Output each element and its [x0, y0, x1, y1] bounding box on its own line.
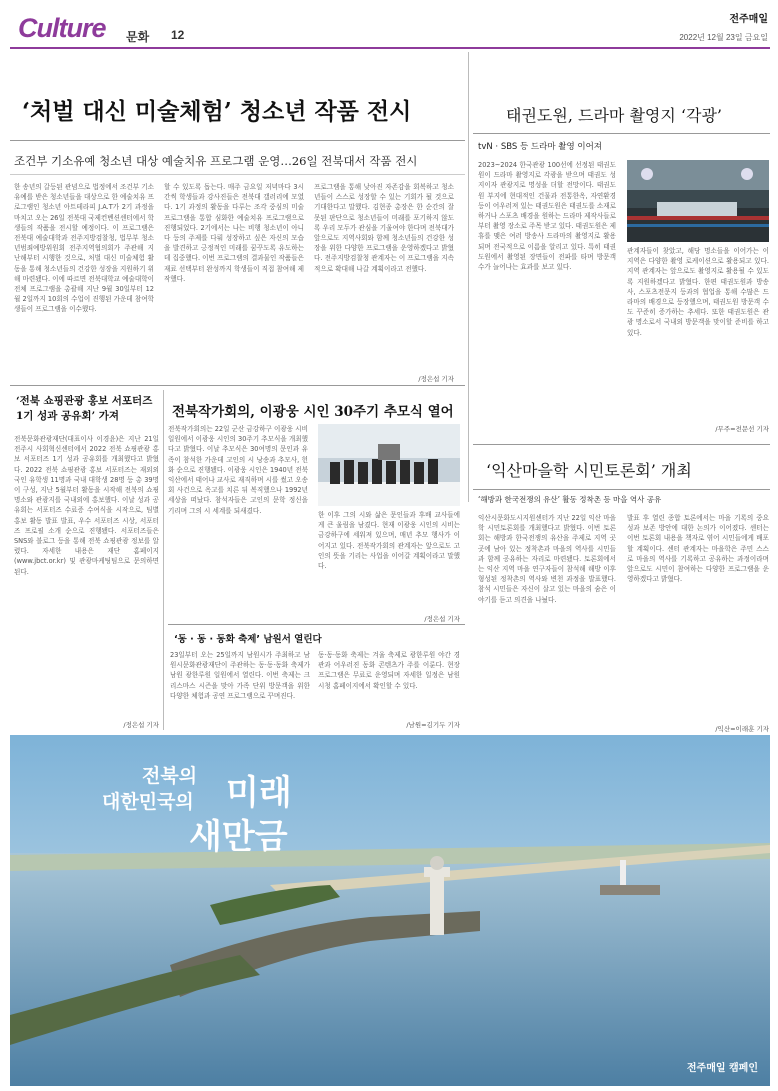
art1-body-col2: 할 수 있도록 돕는다. 매주 금요일 저녁마다 3시간씩 학생들과 강사진들은 전북대 갤러리에 모였다. 1기 과정의 활동을 다루는 조각 중심의 미술 프로그램을 통합 심화한 예술치유 프로그램으로 진행되었다. 2기에서는 나는 비행 청소년이 아니다 등의 주제를 다뤄 성장하고 싶은 자신의 모습을 발견하고 긍정적인 미래를 꿈꾸도록 유도하는 데 집중했다. 이번 프로그램의 결과물인 작품들은 재료 선택부터 완성까지 학생들이 직접 참여해 제작했다.: [164, 183, 304, 283]
art2-rule: [473, 133, 770, 134]
art1-headline: ‘처벌 대신 미술체험’ 청소년 작품 전시: [22, 98, 412, 125]
art3-headline-line2: 1기 성과 공유회’ 가져: [16, 410, 120, 422]
art5-body-col1: 23일부터 오는 25일까지 남원시가 주최하고 남원시문화관광재단이 주관하는 동·동·동화 축제가 남원 광한루원 일원에서 열린다. 이번 축제는 크리스마스 시즌을 맞아 가족 단위 방문객을 위한 다양한 체험과 공연 프로그램으로 꾸며진다.: [170, 651, 310, 700]
issue-date: 2022년 12월 23일 금요일: [679, 33, 768, 42]
memorial-group-photo: [318, 424, 460, 506]
art3-divider: [163, 390, 164, 730]
art6-headline: ‘익산마을학 시민토론회’ 개최: [486, 461, 692, 480]
art1-deck-rule: [10, 174, 465, 175]
section-name: 문화: [126, 30, 150, 44]
page-number: 12: [171, 28, 185, 42]
art6-deck: ‘해방과 한국전쟁의 유산’ 활동 정착촌 등 마을 역사 공유: [478, 495, 662, 504]
saemangeum-ad: [10, 735, 770, 1086]
section-logo: Culture: [18, 13, 106, 43]
art1-body-col3: 프로그램을 통해 낮아진 자존감을 회복하고 청소년들이 스스로 성장할 수 있는 기회가 될 것으로 기대한다고 말했다. 김현종 총장은 한 순간의 잘못된 판단으로 청소년들이 미래를 포기하지 않도록 우리 모두가 관심을 기울여야 한다며 전북대가 앞으로도 지역사회와 함께 청소년들의 건강한 성장을 위한 다양한 프로그램을 운영하겠다고 밝혔다. 전주지방검찰청 관계자는 이 프로그램을 지속적으로 확대해 나갈 계획이라고 전했다.: [314, 183, 454, 273]
art6-body-col1: 익산시문화도시지원센터가 지난 22일 익산 마을학 시민토론회를 개최했다고 밝혔다. 이번 토론회는 해방과 한국전쟁의 유산을 주제로 지역 곳곳에 남아 있는 정착촌과 마을의 역사를 시민들과 함께 공유하는 자리로 마련됐다. 토론회에서는 익산 지역 마을 연구자들이 참석해 해방 이후 형성된 정착촌의 역사와 변천 과정을 발표했다. 참석 시민들은 자신이 살고 있는 마을의 숨은 이야기를 듣고 의견을 나눴다.: [478, 514, 616, 604]
art1-byline: /정은섭 기자: [418, 375, 454, 383]
art4-headline: 전북작가회의, 이광웅 시인 30주기 추모식 열어: [172, 404, 454, 420]
art6-byline: /익산=이래훈 기자: [715, 725, 769, 733]
ad-big2: 새만금: [189, 817, 288, 857]
art1-rule: [10, 140, 465, 141]
art5-byline: /남원=김기두 기자: [406, 721, 460, 729]
art3-headline: [16, 394, 152, 424]
ad-big1: 미래: [226, 773, 292, 813]
ad-line2: 대한민국의: [102, 791, 194, 813]
art6-top-rule: [473, 444, 770, 445]
art3-headline-line1: ‘전북 쇼핑관광 홍보 서포터즈: [16, 395, 153, 407]
art3-byline: /정은섭 기자: [123, 721, 159, 729]
art2-headline: 태권도원, 드라마 촬영지 ‘각광’: [506, 106, 722, 125]
column-divider: [468, 52, 469, 502]
art2-deck: tvN · SBS 등 드라마 촬영 이어져: [478, 142, 603, 152]
art1-body-col1: 한 송년의 갈등된 관념으로 법정에서 조건부 기소유예를 받은 청소년들을 대상으로 한 예술치유 프로그램인 청소년 아트테라피 J.A.T가 2기 과정을 마치고 오는 26일 전북대 국제컨벤션센터에서 학생들의 작품을 전시할 예정이다. 이 프로그램은 전북대 예술대학과 전주지방검찰청, 법무부 청소년범죄예방위원회 전주지역협의회가 주관해 지난해부터 시행한 것으로, 처벌 대신 미술체험 활동을 통해 청소년들의 건강한 성장을 지원하기 위해 마련됐다. 이에 따르면 전북대학교 예술대학이 전체 프로그램을 총괄해 지난 9월 30일부터 12월 2일까지 10회의 수업이 진행된 가운데 참여학생들이 프로그램을 이수했다.: [14, 183, 154, 314]
art4-body-col2: 한 이후 그의 시와 삶은 문인들과 후배 교사들에게 큰 울림을 남겼다. 현재 이광웅 시인의 시비는 금강하구에 세워져 있으며, 매년 추모 행사가 이어지고 있다. 전북작가회의 관계자는 앞으로도 고인의 뜻을 기리는 사업을 이어갈 계획이라고 말했다.: [318, 511, 460, 571]
art2-body-col2: 관계자들이 찾았고, 해당 명소들을 이어가는 이 지역은 다양한 촬영 로케이션으로 활용되고 있다. 지역 관계자는 앞으로도 촬영지로 활용될 수 있도록 지원하겠다고 밝혔다. 한편 태권도원과 방송사, 스포츠전문지 등과의 협업을 통해 수많은 드라마의 배경으로 등장했으며, 태권도원 방문객 수도 꾸준히 증가하는 추세다. 또한 태권도원은 관광 명소로서 국내외 방문객을 맞이할 준비를 하고 있다.: [627, 247, 769, 337]
art6-rule: [473, 489, 770, 490]
art4-body-col1: 전북작가회의는 22일 군산 금강하구 이광웅 시비 일원에서 이광웅 시인의 30주기 추모식을 개최했다고 밝혔다. 이날 추모식은 30여명의 문인과 유족이 참석한 가운데 고인의 시 낭송과 추모사, 헌화 순으로 진행됐다. 이광웅 시인은 1940년 전북 익산에서 태어나 교사로 재직하며 시를 썼고 오송회 사건으로 옥고를 치른 뒤 복직했으나 1992년 세상을 떠났다. 참석자들은 고인의 문학 정신을 기리며 그의 시 세계를 되새겼다.: [168, 425, 308, 515]
art6-body-col2: 발표 후 열린 종합 토론에서는 마을 기록의 중요성과 보존 방안에 대한 논의가 이어졌다. 센터는 이번 토론회 내용을 책자로 엮어 시민들에게 배포할 계획이다. 센터 관계자는 마을학은 주민 스스로 마을의 역사를 기록하고 공유하는 과정이라며 앞으로도 시민이 참여하는 다양한 프로그램을 운영하겠다고 밝혔다.: [627, 514, 769, 584]
group-photo-graphic: [318, 424, 460, 506]
header-rule: [10, 47, 770, 49]
art5-top-rule: [168, 624, 465, 625]
art2-byline: /무주=전문선 기자: [715, 425, 769, 433]
mid-rule-left: [10, 385, 465, 386]
art5-headline: ‘동 · 동 · 동화 축제’ 남원서 열린다: [174, 634, 322, 645]
taekwondo-stage-photo: [627, 160, 769, 242]
paper-name: 전주매일: [729, 14, 768, 25]
art4-byline: /정은섭 기자: [424, 615, 460, 623]
art1-deck: 조건부 기소유예 청소년 대상 예술치유 프로그램 운영…26일 전북대서 작품 전시: [14, 154, 418, 168]
ad-footer: 전주매일 캠페인: [686, 1063, 758, 1074]
art5-body-col2: 동·동·동화 축제는 겨울 축제로 광한루원 야간 경관과 어우러진 동화 콘텐츠가 주를 이룬다. 현장 프로그램은 무료로 운영되며 자세한 일정은 남원시청 홈페이지에서 확인할 수 있다.: [318, 651, 460, 690]
art2-body-col1: 2023~2024 한국관광 100선에 선정된 태권도원이 드라마 촬영지로 각광을 받으며 태권도 성지이자 관광지로 명성을 더할 전망이다. 태권도원 부지에 현대적인 건물과 전통한옥, 자연환경 등이 어우러져 있는 태권도원은 태권도를 소재로 하거나 스포츠 배경을 원하는 드라마 제작사들로부터 촬영 장소로 주목 받고 있다. 태권도원은 제휴를 맺은 여러 방송사 드라마의 촬영지로 활용되며 전국적으로 이름을 알리고 있다. 특히 태권도원에서 촬영된 장면들이 전파를 타며 방문객 수가 늘어나는 효과를 보고 있다.: [478, 161, 616, 272]
stage-photo-graphic: [627, 160, 769, 242]
ad-line1: 전북의: [142, 765, 198, 787]
art3-body: 전북문화관광재단(대표이사 이경윤)은 지난 21일 전주시 사회혁신센터에서 2022 전북 쇼핑관광 홍보 서포터즈 1기 성과 공유회를 개최했다고 밝혔다. 2022 전북 쇼핑관광 홍보 서포터즈는 재외외국인 유학생 11명과 국내 대학생 28명 등 총 39명이 구성, 지난 5월부터 활동을 시작해 전북의 쇼핑 명소와 관광지를 국내외에 홍보했다. 이날 성과 공유회는 서포터즈 수료증 수여식을 시작으로, 팀별 홍보 활동 발표 발표, 우수 서포터즈 시상, 서포터즈 프로필 소개 순으로 진행됐다. 서포터즈들은 SNS와 블로그 등을 통해 전북 쇼핑관광 정보를 알렸다. 자세한 내용은 재단 홈페이지(www.jbct.or.kr) 및 관광마케팅팀으로 문의하면 된다.: [14, 435, 159, 576]
